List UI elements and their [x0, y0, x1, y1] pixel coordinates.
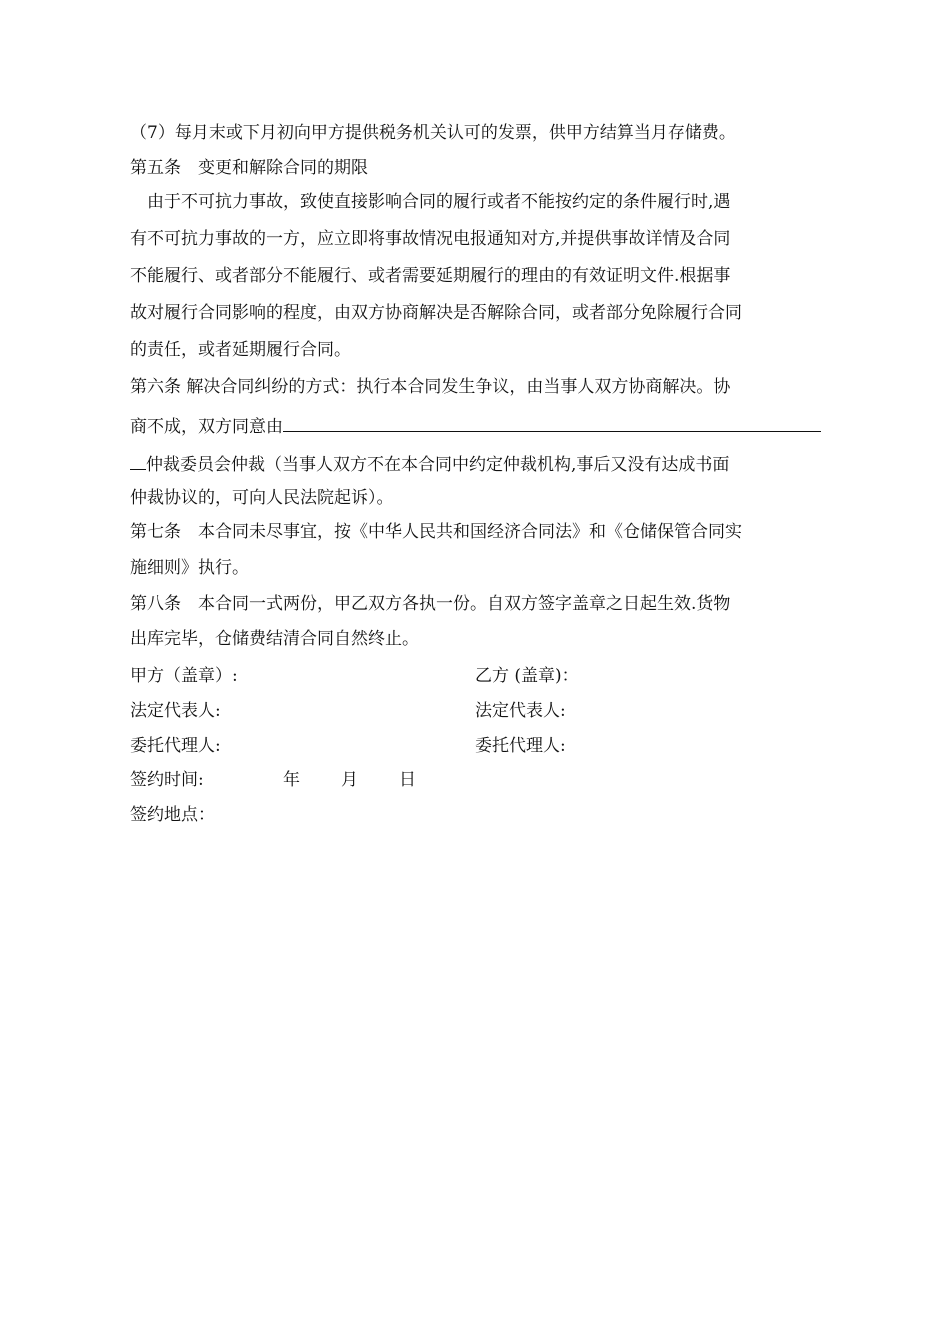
article-6-line — [130, 411, 821, 439]
clause-item-7: （7）每月末或下月初向甲方提供税务机关认可的发票，供甲方结算当月存储费。 — [130, 123, 736, 143]
article-5-title: 第五条 变更和解除合同的期限 — [130, 158, 368, 178]
article-7-line: 第七条 本合同未尽事宜，按《中华人民共和国经济合同法》和《仓储保管合同实 — [130, 522, 742, 542]
arbitration-blank — [283, 411, 821, 432]
article-7-line: 施细则》执行。 — [130, 558, 249, 578]
article-5-body-line: 故对履行合同影响的程度，由双方协商解决是否解除合同，或者部分免除履行合同 — [130, 303, 742, 323]
party-b-seal-label: 乙方 (盖章)： — [475, 666, 579, 686]
article-6-line: 第六条 解决合同纠纷的方式：执行本合同发生争议，由当事人双方协商解决。协 — [130, 377, 731, 397]
article-6-line — [130, 451, 729, 477]
sign-time-label: 签约时间: — [130, 770, 204, 790]
sign-year-label: 年 — [283, 770, 300, 790]
sign-day-label: 日 — [399, 770, 416, 790]
arbitration-blank-short — [130, 451, 146, 470]
article-5-body-line: 由于不可抗力事故，致使直接影响合同的履行或者不能按约定的条件履行时,遇 — [130, 192, 731, 212]
party-b-legal-rep-label: 法定代表人: — [475, 701, 566, 721]
sign-month-label: 月 — [341, 770, 358, 790]
article-6-text: 仲裁委员会仲裁（当事人双方不在本合同中约定仲裁机构,事后又没有达成书面 — [146, 455, 730, 475]
sign-place-label: 签约地点： — [130, 805, 215, 825]
article-5-body-line: 的责任，或者延期履行合同。 — [130, 340, 351, 360]
party-b-agent-label: 委托代理人: — [475, 736, 566, 756]
article-5-body-line: 有不可抗力事故的一方，应立即将事故情况电报通知对方,并提供事故详情及合同 — [130, 229, 731, 249]
party-a-seal-label: 甲方（盖章）: — [130, 666, 238, 686]
party-a-agent-label: 委托代理人: — [130, 736, 221, 756]
article-8-line: 出库完毕，仓储费结清合同自然终止。 — [130, 629, 419, 649]
article-5-body-line: 不能履行、或者部分不能履行、或者需要延期履行的理由的有效证明文件.根据事 — [130, 266, 731, 286]
article-6-text: 商不成，双方同意由 — [130, 417, 283, 437]
party-a-legal-rep-label: 法定代表人: — [130, 701, 221, 721]
article-6-line: 仲裁协议的，可向人民法院起诉）。 — [130, 488, 394, 508]
article-8-line: 第八条 本合同一式两份，甲乙双方各执一份。自双方签字盖章之日起生效.货物 — [130, 594, 731, 614]
